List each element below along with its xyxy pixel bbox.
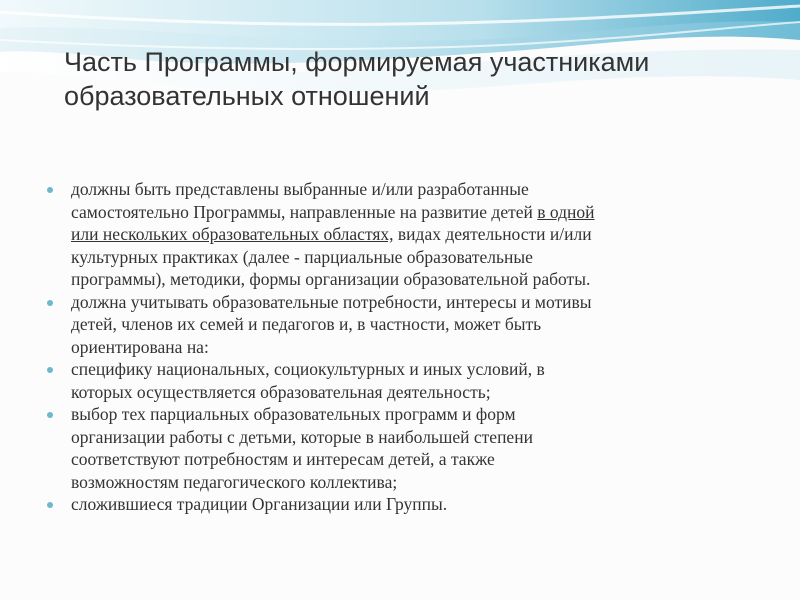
bullet-dot-icon [47, 367, 53, 373]
line-text: выбор тех парциальных образовательных программ и форм [71, 404, 516, 424]
line-text: культурных практиках (далее - парциальные образовательные [71, 246, 533, 267]
line-text: программы), методики, формы организации образовательной работы. [71, 269, 591, 289]
bullet-line [71, 493, 786, 516]
bullet-list [46, 178, 786, 516]
bullet-item-5 [46, 493, 786, 516]
bullet-dot-icon [47, 412, 53, 418]
title-line-2: образовательных отношений [64, 81, 430, 111]
line-text: сложившиеся традиции Организации или Группы. [71, 494, 448, 514]
bullet-dot-icon [47, 300, 53, 306]
bullet-dot-icon [47, 187, 53, 193]
bullet-line [71, 471, 786, 494]
bullet-line [71, 358, 786, 381]
title-line-1: Часть Программы, формируемая участниками [64, 47, 650, 77]
line-text: организации работы с детьми, которые в наибольшей степени [71, 426, 533, 447]
line-text: самостоятельно Программы, направленные на развитие детей [71, 201, 538, 222]
bullet-item-2 [46, 291, 786, 359]
line-text: соответствуют потребностям и интересам детей, а также [71, 449, 495, 469]
line-text: должна учитывать образовательные потребности, интересы и мотивы [71, 291, 592, 312]
bullet-line [71, 201, 786, 224]
bullet-line [71, 403, 786, 426]
bullet-line [71, 223, 786, 246]
line-text: должны быть представлены выбранные и/или разработанные [71, 179, 529, 199]
line-text: возможностям педагогического коллектива; [71, 471, 398, 492]
bullet-line [71, 291, 786, 314]
line-text: которых осуществляется образовательная деятельность; [71, 381, 491, 402]
bullet-item-3 [46, 358, 786, 403]
underlined-text: в одной [537, 201, 595, 222]
line-text: ориентирована на: [71, 336, 209, 357]
bullet-line [71, 381, 786, 404]
bullet-line [71, 268, 786, 291]
line-text: детей, членов их семей и педагогов и, в частности, может быть [71, 314, 542, 334]
bullet-line [71, 246, 786, 269]
bullet-line [71, 336, 786, 359]
bullet-line [71, 426, 786, 449]
bullet-line [71, 448, 786, 471]
slide-title [64, 45, 784, 113]
line-text: специфику национальных, социокультурных и иных условий, в [71, 359, 545, 379]
bullet-line [71, 178, 786, 201]
bullet-item-4 [46, 403, 786, 493]
bullet-dot-icon [47, 502, 53, 508]
bullet-line [71, 313, 786, 336]
underlined-text: или нескольких образовательных областях, [71, 224, 394, 244]
line-text: видах деятельности и/или [393, 224, 592, 244]
bullet-item-1 [46, 178, 786, 291]
